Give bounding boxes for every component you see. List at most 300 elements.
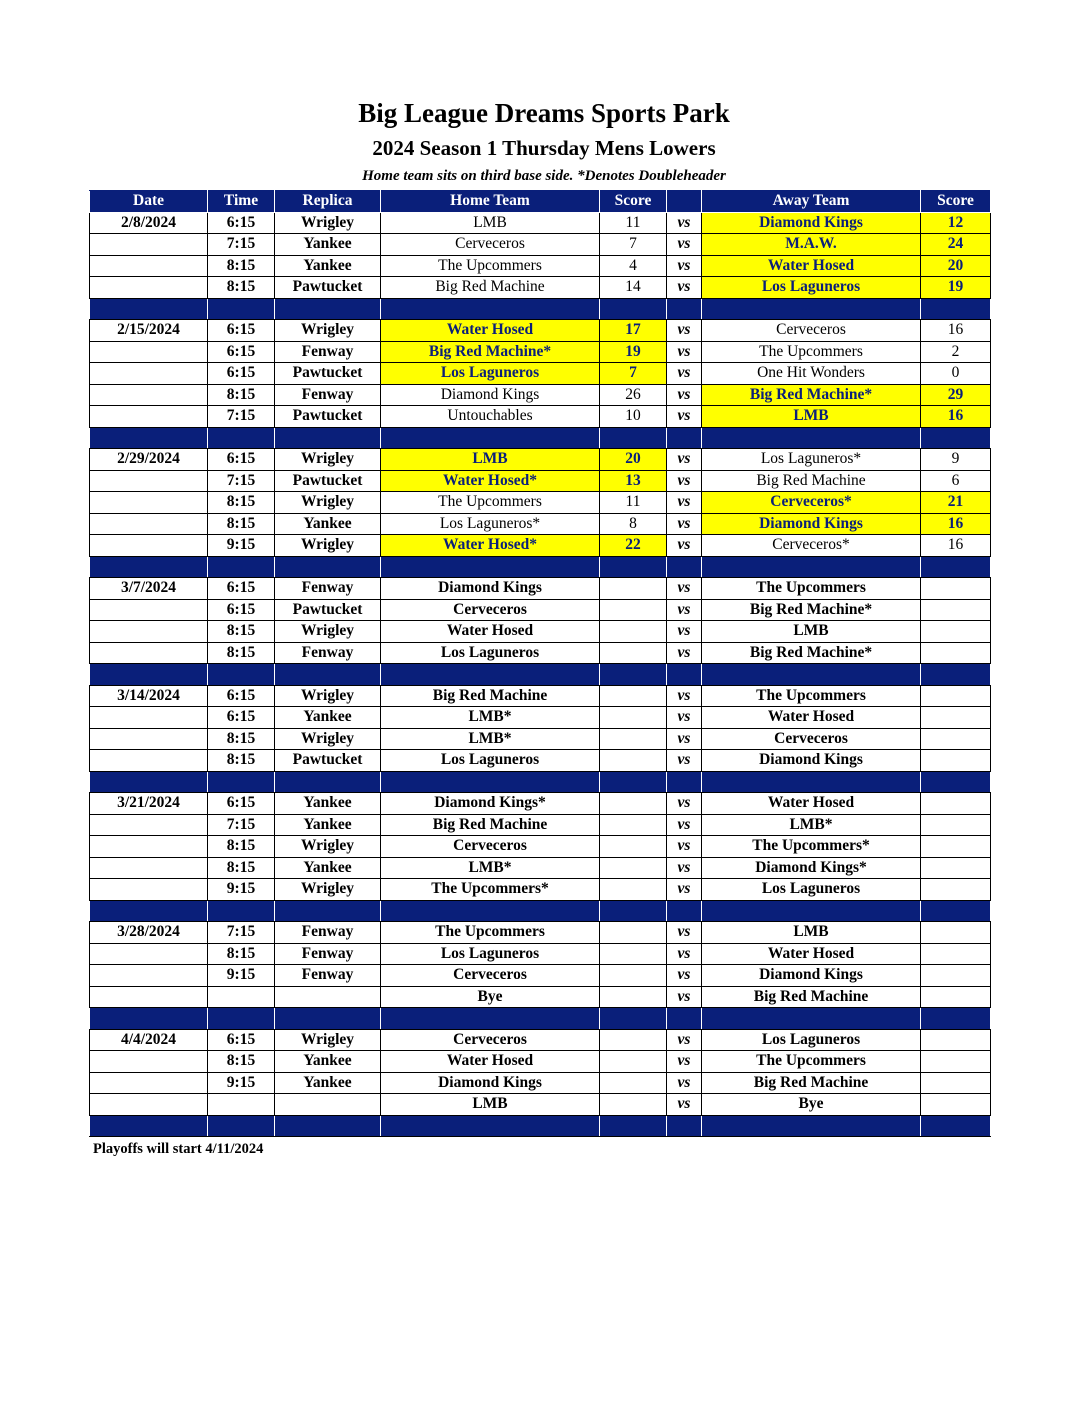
home-team-cell: Los Laguneros — [381, 750, 600, 772]
time-cell: 6:15 — [208, 578, 275, 600]
vs-cell: vs — [667, 470, 702, 492]
away-score-cell — [921, 1029, 991, 1051]
vs-cell: vs — [667, 449, 702, 471]
separator-cell — [90, 1008, 208, 1030]
replica-cell: Yankee — [275, 707, 381, 729]
home-team-cell: The Upcommers* — [381, 879, 600, 901]
separator-cell — [921, 1008, 991, 1030]
away-team-cell: Big Red Machine* — [702, 599, 921, 621]
away-team-cell: Los Laguneros — [702, 1029, 921, 1051]
game-row — [90, 384, 991, 406]
away-team-cell: Diamond Kings* — [702, 857, 921, 879]
col-header-home-score: Score — [600, 191, 667, 213]
replica-cell: Yankee — [275, 234, 381, 256]
time-cell: 9:15 — [208, 1072, 275, 1094]
week-separator — [90, 664, 991, 686]
date-cell — [90, 621, 208, 643]
home-team-cell: Water Hosed* — [381, 470, 600, 492]
separator-cell — [275, 1115, 381, 1137]
vs-cell: vs — [667, 922, 702, 944]
date-cell — [90, 728, 208, 750]
away-team-cell: Diamond Kings — [702, 513, 921, 535]
away-team-cell: Bye — [702, 1094, 921, 1116]
week-separator — [90, 298, 991, 320]
game-row — [90, 320, 991, 342]
home-team-cell: Water Hosed — [381, 1051, 600, 1073]
vs-cell: vs — [667, 212, 702, 234]
away-team-cell: Diamond Kings — [702, 212, 921, 234]
game-row — [90, 578, 991, 600]
game-row — [90, 492, 991, 514]
date-cell — [90, 384, 208, 406]
home-score-cell: 20 — [600, 449, 667, 471]
time-cell: 8:15 — [208, 1051, 275, 1073]
date-cell: 3/28/2024 — [90, 922, 208, 944]
game-row — [90, 212, 991, 234]
replica-cell: Yankee — [275, 793, 381, 815]
away-team-cell: Diamond Kings — [702, 965, 921, 987]
time-cell: 6:15 — [208, 793, 275, 815]
away-score-cell — [921, 814, 991, 836]
vs-cell: vs — [667, 836, 702, 858]
vs-cell: vs — [667, 406, 702, 428]
col-header-vs — [667, 191, 702, 213]
replica-cell: Fenway — [275, 642, 381, 664]
home-score-cell: 19 — [600, 341, 667, 363]
time-cell: 7:15 — [208, 922, 275, 944]
away-score-cell — [921, 1094, 991, 1116]
time-cell: 9:15 — [208, 965, 275, 987]
separator-cell — [208, 556, 275, 578]
separator-cell — [667, 1008, 702, 1030]
vs-cell: vs — [667, 363, 702, 385]
away-score-cell — [921, 642, 991, 664]
date-cell — [90, 492, 208, 514]
game-row — [90, 535, 991, 557]
separator-cell — [667, 664, 702, 686]
away-team-cell: Cerveceros* — [702, 492, 921, 514]
replica-cell: Wrigley — [275, 621, 381, 643]
separator-cell — [381, 556, 600, 578]
date-cell — [90, 814, 208, 836]
away-team-cell: The Upcommers — [702, 685, 921, 707]
home-team-cell: The Upcommers — [381, 255, 600, 277]
home-score-cell — [600, 621, 667, 643]
home-score-cell — [600, 1094, 667, 1116]
game-row — [90, 621, 991, 643]
col-header-away-team: Away Team — [702, 191, 921, 213]
game-row — [90, 943, 991, 965]
vs-cell: vs — [667, 513, 702, 535]
away-score-cell — [921, 793, 991, 815]
home-score-cell — [600, 879, 667, 901]
away-score-cell — [921, 728, 991, 750]
time-cell: 9:15 — [208, 535, 275, 557]
separator-cell — [667, 298, 702, 320]
away-team-cell: Water Hosed — [702, 255, 921, 277]
time-cell: 6:15 — [208, 449, 275, 471]
away-team-cell: Los Laguneros — [702, 879, 921, 901]
away-team-cell: Diamond Kings — [702, 750, 921, 772]
separator-cell — [381, 771, 600, 793]
separator-cell — [208, 427, 275, 449]
vs-cell: vs — [667, 1051, 702, 1073]
week-separator — [90, 1008, 991, 1030]
away-score-cell: 21 — [921, 492, 991, 514]
away-score-cell: 16 — [921, 406, 991, 428]
game-row — [90, 341, 991, 363]
replica-cell: Wrigley — [275, 535, 381, 557]
col-header-away-score: Score — [921, 191, 991, 213]
away-score-cell — [921, 986, 991, 1008]
separator-cell — [667, 1115, 702, 1137]
home-team-cell: Cerveceros — [381, 836, 600, 858]
away-score-cell: 12 — [921, 212, 991, 234]
time-cell: 6:15 — [208, 599, 275, 621]
away-team-cell: LMB — [702, 922, 921, 944]
week-separator — [90, 1115, 991, 1137]
vs-cell: vs — [667, 341, 702, 363]
home-score-cell — [600, 857, 667, 879]
home-score-cell — [600, 578, 667, 600]
separator-cell — [275, 1008, 381, 1030]
time-cell — [208, 986, 275, 1008]
home-score-cell — [600, 1029, 667, 1051]
col-header-date: Date — [90, 191, 208, 213]
away-score-cell — [921, 922, 991, 944]
date-cell: 2/8/2024 — [90, 212, 208, 234]
replica-cell: Yankee — [275, 255, 381, 277]
time-cell: 8:15 — [208, 642, 275, 664]
game-row — [90, 470, 991, 492]
game-row — [90, 255, 991, 277]
separator-cell — [275, 427, 381, 449]
time-cell: 9:15 — [208, 879, 275, 901]
away-score-cell — [921, 621, 991, 643]
week-separator — [90, 427, 991, 449]
separator-cell — [921, 664, 991, 686]
separator-cell — [90, 1115, 208, 1137]
vs-cell: vs — [667, 384, 702, 406]
separator-cell — [702, 556, 921, 578]
time-cell: 6:15 — [208, 320, 275, 342]
separator-cell — [702, 771, 921, 793]
page-title: Big League Dreams Sports Park — [358, 98, 730, 128]
date-cell — [90, 406, 208, 428]
col-header-replica: Replica — [275, 191, 381, 213]
separator-cell — [381, 1115, 600, 1137]
home-score-cell — [600, 1051, 667, 1073]
away-team-cell: Water Hosed — [702, 793, 921, 815]
week-separator — [90, 900, 991, 922]
date-cell — [90, 341, 208, 363]
home-team-cell: Diamond Kings — [381, 1072, 600, 1094]
game-row — [90, 922, 991, 944]
away-team-cell: One Hit Wonders — [702, 363, 921, 385]
home-team-cell: Big Red Machine* — [381, 341, 600, 363]
home-team-cell: Los Laguneros — [381, 943, 600, 965]
separator-cell — [275, 556, 381, 578]
home-score-cell: 17 — [600, 320, 667, 342]
game-row — [90, 965, 991, 987]
time-cell — [208, 1094, 275, 1116]
date-cell — [90, 255, 208, 277]
home-score-cell: 26 — [600, 384, 667, 406]
home-team-cell: The Upcommers — [381, 492, 600, 514]
away-team-cell: Los Laguneros* — [702, 449, 921, 471]
away-team-cell: The Upcommers — [702, 578, 921, 600]
page-subtitle: 2024 Season 1 Thursday Mens Lowers — [372, 136, 716, 160]
separator-cell — [381, 1008, 600, 1030]
vs-cell: vs — [667, 728, 702, 750]
date-cell — [90, 836, 208, 858]
away-score-cell — [921, 836, 991, 858]
time-cell: 8:15 — [208, 943, 275, 965]
replica-cell: Pawtucket — [275, 363, 381, 385]
replica-cell: Pawtucket — [275, 599, 381, 621]
replica-cell: Wrigley — [275, 492, 381, 514]
time-cell: 6:15 — [208, 685, 275, 707]
away-team-cell: Big Red Machine* — [702, 642, 921, 664]
home-team-cell: Cerveceros — [381, 1029, 600, 1051]
vs-cell: vs — [667, 578, 702, 600]
vs-cell: vs — [667, 642, 702, 664]
home-score-cell: 4 — [600, 255, 667, 277]
schedule-note: Home team sits on third base side. *Denotes Doubleheader — [362, 168, 726, 184]
away-score-cell: 16 — [921, 320, 991, 342]
game-row — [90, 793, 991, 815]
away-team-cell: Big Red Machine — [702, 986, 921, 1008]
away-team-cell: LMB — [702, 406, 921, 428]
date-cell — [90, 642, 208, 664]
away-score-cell — [921, 707, 991, 729]
away-score-cell: 29 — [921, 384, 991, 406]
vs-cell: vs — [667, 750, 702, 772]
time-cell: 8:15 — [208, 857, 275, 879]
separator-cell — [600, 900, 667, 922]
date-cell — [90, 234, 208, 256]
schedule-body — [90, 212, 991, 1137]
separator-cell — [381, 900, 600, 922]
vs-cell: vs — [667, 965, 702, 987]
away-team-cell: LMB* — [702, 814, 921, 836]
replica-cell: Wrigley — [275, 728, 381, 750]
vs-cell: vs — [667, 943, 702, 965]
separator-cell — [90, 556, 208, 578]
home-score-cell — [600, 750, 667, 772]
date-cell: 4/4/2024 — [90, 1029, 208, 1051]
date-cell — [90, 857, 208, 879]
col-header-home-team: Home Team — [381, 191, 600, 213]
game-row — [90, 857, 991, 879]
date-cell: 3/14/2024 — [90, 685, 208, 707]
date-cell — [90, 879, 208, 901]
away-team-cell: The Upcommers — [702, 341, 921, 363]
game-row — [90, 685, 991, 707]
separator-cell — [921, 298, 991, 320]
time-cell: 8:15 — [208, 492, 275, 514]
date-cell — [90, 943, 208, 965]
replica-cell: Wrigley — [275, 449, 381, 471]
replica-cell: Wrigley — [275, 212, 381, 234]
away-team-cell: LMB — [702, 621, 921, 643]
home-score-cell — [600, 814, 667, 836]
vs-cell: vs — [667, 599, 702, 621]
time-cell: 8:15 — [208, 750, 275, 772]
playoffs-note: Playoffs will start 4/11/2024 — [93, 1141, 264, 1157]
separator-cell — [600, 771, 667, 793]
vs-cell: vs — [667, 707, 702, 729]
vs-cell: vs — [667, 1094, 702, 1116]
away-team-cell: Water Hosed — [702, 707, 921, 729]
separator-cell — [600, 1115, 667, 1137]
home-team-cell: Big Red Machine — [381, 685, 600, 707]
replica-cell: Pawtucket — [275, 406, 381, 428]
home-team-cell: Big Red Machine — [381, 277, 600, 299]
away-score-cell: 6 — [921, 470, 991, 492]
time-cell: 7:15 — [208, 234, 275, 256]
vs-cell: vs — [667, 1072, 702, 1094]
vs-cell: vs — [667, 320, 702, 342]
vs-cell: vs — [667, 1029, 702, 1051]
separator-cell — [208, 664, 275, 686]
away-score-cell: 24 — [921, 234, 991, 256]
home-team-cell: LMB* — [381, 707, 600, 729]
home-score-cell: 11 — [600, 212, 667, 234]
game-row — [90, 728, 991, 750]
game-row — [90, 642, 991, 664]
date-cell — [90, 707, 208, 729]
date-cell — [90, 986, 208, 1008]
separator-cell — [90, 427, 208, 449]
date-cell: 3/21/2024 — [90, 793, 208, 815]
separator-cell — [921, 556, 991, 578]
away-score-cell: 0 — [921, 363, 991, 385]
replica-cell: Yankee — [275, 814, 381, 836]
vs-cell: vs — [667, 234, 702, 256]
separator-cell — [702, 427, 921, 449]
separator-cell — [600, 664, 667, 686]
separator-cell — [381, 664, 600, 686]
replica-cell: Yankee — [275, 857, 381, 879]
replica-cell — [275, 1094, 381, 1116]
date-cell: 2/15/2024 — [90, 320, 208, 342]
game-row — [90, 599, 991, 621]
time-cell: 7:15 — [208, 406, 275, 428]
separator-cell — [90, 900, 208, 922]
home-team-cell: Diamond Kings — [381, 578, 600, 600]
home-team-cell: LMB* — [381, 857, 600, 879]
home-score-cell: 14 — [600, 277, 667, 299]
home-team-cell: Water Hosed — [381, 320, 600, 342]
replica-cell: Fenway — [275, 922, 381, 944]
separator-cell — [208, 900, 275, 922]
home-team-cell: Water Hosed — [381, 621, 600, 643]
home-team-cell: LMB — [381, 212, 600, 234]
date-cell — [90, 750, 208, 772]
time-cell: 8:15 — [208, 513, 275, 535]
time-cell: 7:15 — [208, 814, 275, 836]
separator-cell — [667, 900, 702, 922]
vs-cell: vs — [667, 986, 702, 1008]
away-score-cell — [921, 965, 991, 987]
date-cell — [90, 470, 208, 492]
away-score-cell: 20 — [921, 255, 991, 277]
away-team-cell: The Upcommers — [702, 1051, 921, 1073]
home-score-cell — [600, 728, 667, 750]
replica-cell: Pawtucket — [275, 277, 381, 299]
away-score-cell: 16 — [921, 535, 991, 557]
away-team-cell: Cerveceros* — [702, 535, 921, 557]
home-team-cell: Water Hosed* — [381, 535, 600, 557]
separator-cell — [208, 298, 275, 320]
separator-cell — [600, 556, 667, 578]
away-score-cell — [921, 1051, 991, 1073]
date-cell — [90, 599, 208, 621]
home-score-cell — [600, 922, 667, 944]
time-cell: 8:15 — [208, 728, 275, 750]
home-score-cell — [600, 642, 667, 664]
game-row — [90, 750, 991, 772]
replica-cell: Fenway — [275, 384, 381, 406]
replica-cell: Yankee — [275, 1051, 381, 1073]
vs-cell: vs — [667, 492, 702, 514]
away-score-cell — [921, 1072, 991, 1094]
game-row — [90, 986, 991, 1008]
game-row — [90, 234, 991, 256]
home-score-cell — [600, 599, 667, 621]
vs-cell: vs — [667, 814, 702, 836]
separator-cell — [600, 298, 667, 320]
home-score-cell — [600, 965, 667, 987]
home-score-cell — [600, 836, 667, 858]
home-team-cell: Los Laguneros — [381, 642, 600, 664]
away-team-cell: Big Red Machine* — [702, 384, 921, 406]
separator-cell — [702, 1115, 921, 1137]
home-score-cell: 7 — [600, 234, 667, 256]
game-row — [90, 814, 991, 836]
home-score-cell: 10 — [600, 406, 667, 428]
replica-cell: Wrigley — [275, 320, 381, 342]
replica-cell: Wrigley — [275, 1029, 381, 1051]
date-cell: 2/29/2024 — [90, 449, 208, 471]
away-score-cell — [921, 857, 991, 879]
away-team-cell: The Upcommers* — [702, 836, 921, 858]
home-team-cell: LMB* — [381, 728, 600, 750]
date-cell — [90, 1094, 208, 1116]
separator-cell — [90, 298, 208, 320]
vs-cell: vs — [667, 277, 702, 299]
separator-cell — [702, 298, 921, 320]
time-cell: 8:15 — [208, 836, 275, 858]
home-score-cell — [600, 793, 667, 815]
home-score-cell: 7 — [600, 363, 667, 385]
time-cell: 6:15 — [208, 363, 275, 385]
game-row — [90, 406, 991, 428]
replica-cell: Fenway — [275, 341, 381, 363]
separator-cell — [90, 664, 208, 686]
date-cell — [90, 363, 208, 385]
away-score-cell — [921, 685, 991, 707]
date-cell — [90, 513, 208, 535]
time-cell: 6:15 — [208, 341, 275, 363]
time-cell: 8:15 — [208, 384, 275, 406]
date-cell — [90, 535, 208, 557]
separator-cell — [275, 298, 381, 320]
separator-cell — [667, 556, 702, 578]
replica-cell: Wrigley — [275, 685, 381, 707]
game-row — [90, 363, 991, 385]
